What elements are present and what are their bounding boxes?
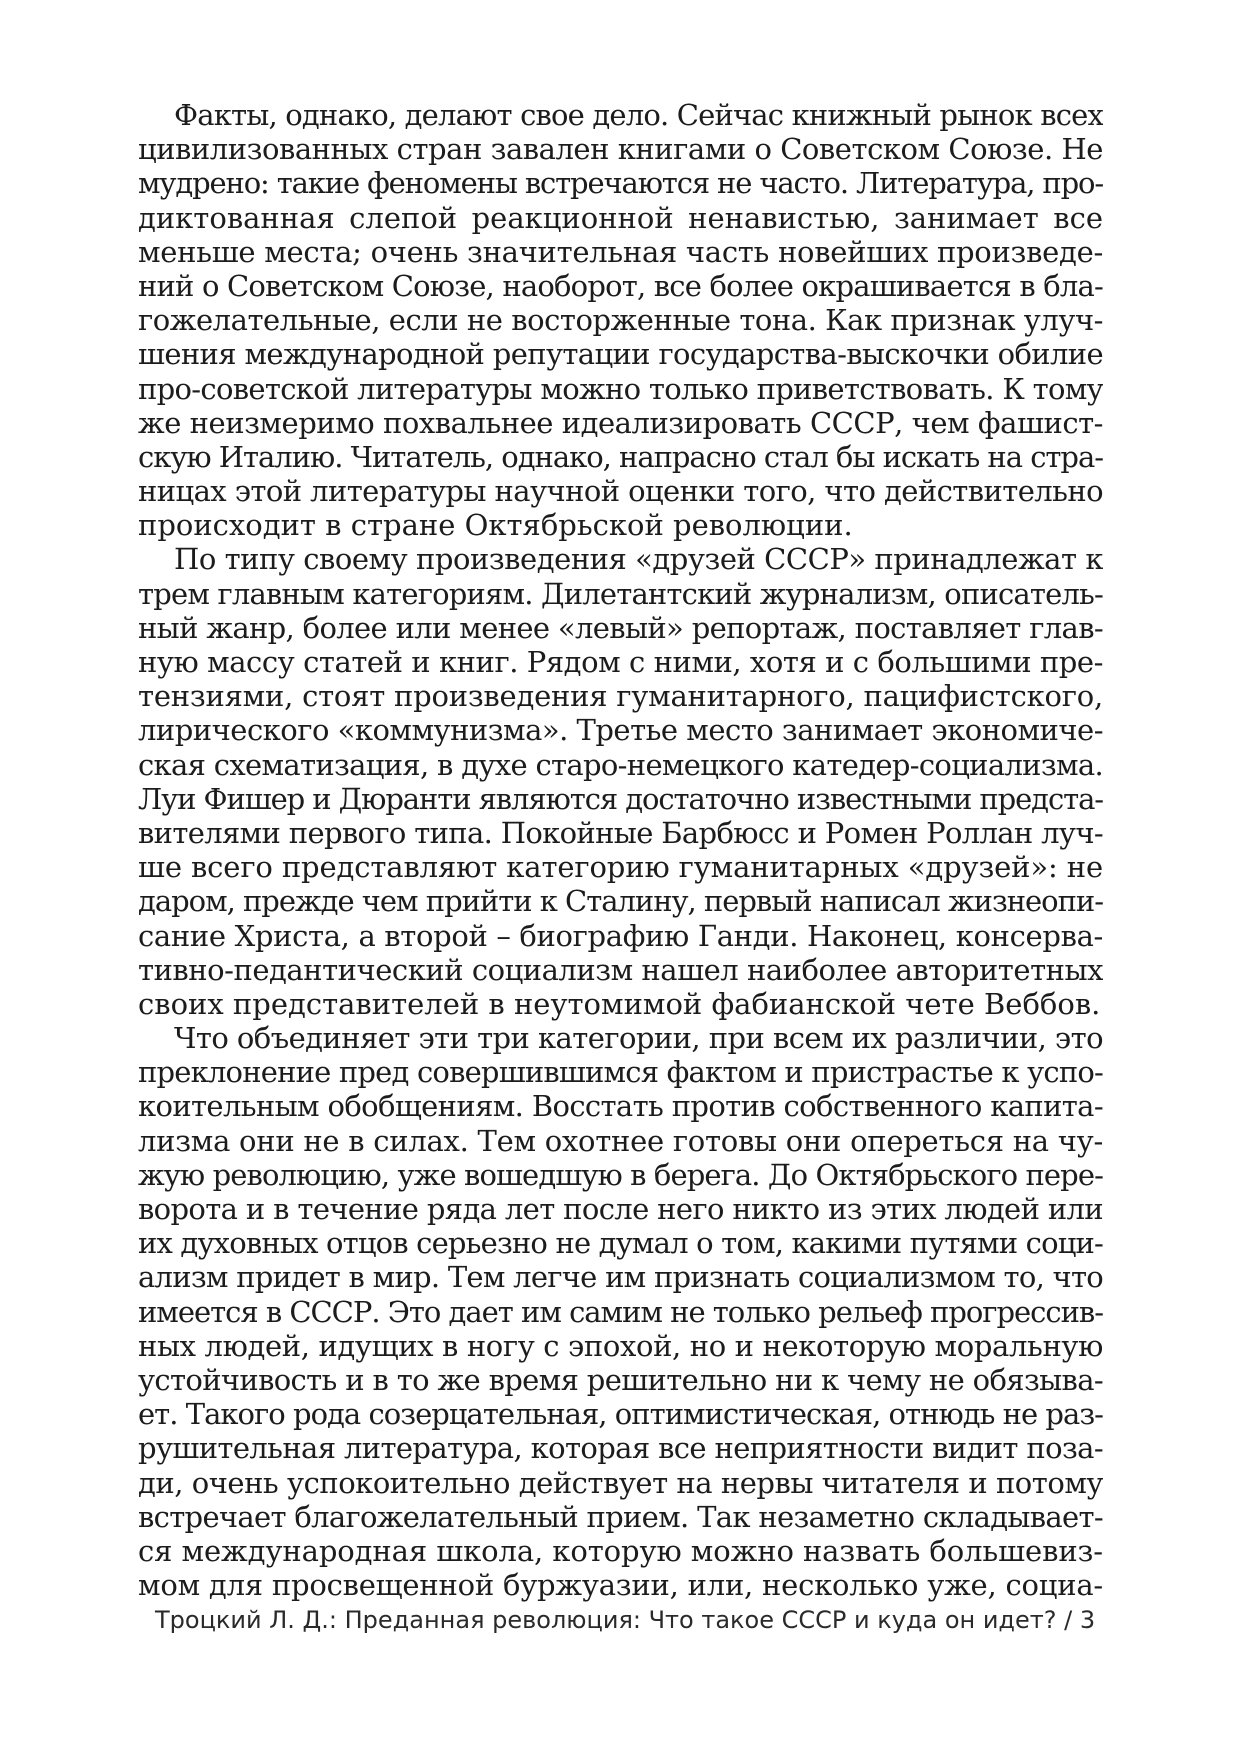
body-text (138, 98, 1103, 1602)
text-line: ный жанр, более или менее «левый» репортаж, поставляет глав- (138, 610, 1103, 645)
text-line: лизма они не в силах. Тем охотнее готовы они опереться на чу- (138, 1123, 1103, 1158)
text-line: происходит в стране Октябрьской революции. (138, 508, 853, 543)
text-line: ализм придет в мир. Тем легче им признать социализмом то, что (138, 1260, 1103, 1295)
text-line: тензиями, стоят произведения гуманитарного, пацифистского, (138, 679, 1103, 714)
text-line: тивно-педантический социализм нашел наиболее авторитетных (138, 952, 1103, 987)
text-line: сание Христа, а второй – биографию Ганди. Наконец, консерва- (138, 918, 1103, 953)
text-line: гожелательные, если не восторженные тона. Как признак улуч- (138, 303, 1103, 338)
paragraph-1 (138, 98, 1103, 542)
text-line: ных людей, идущих в ногу с эпохой, но и некоторую моральную (138, 1328, 1103, 1363)
text-line: преклонение пред совершившимся фактом и пристрастье к успо- (138, 1055, 1103, 1090)
text-line: ную массу статей и книг. Рядом с ними, хотя и с большими пре- (138, 645, 1103, 679)
text-line: даром, прежде чем прийти к Сталину, первый написал жизнеопи- (138, 884, 1103, 919)
text-line: меньше места; очень значительная часть новейших произведе- (138, 234, 1103, 269)
paragraph-2 (138, 542, 1103, 1021)
text-line: вителями первого типа. Покойные Барбюсс и Ромен Роллан луч- (138, 815, 1103, 850)
text-line: про-советской литературы можно только приветствовать. К тому (138, 371, 1103, 406)
paragraph-3 (138, 1021, 1103, 1602)
text-line: мудрено: такие феномены встречаются не часто. Литература, про- (138, 166, 1103, 201)
text-line: цивилизованных стран завален книгами о Советском Союзе. Не (138, 132, 1103, 167)
text-line: ше всего представляют категорию гуманитарных «друзей»: не (138, 850, 1103, 885)
text-line: рушительная литература, которая все неприятности видит поза- (138, 1431, 1103, 1466)
text-line: же неизмеримо похвальнее идеализировать СССР, чем фашист- (138, 405, 1103, 440)
text-line: встречает благожелательный прием. Так незаметно складывает- (138, 1499, 1103, 1534)
text-line: ет. Такого рода созерцательная, оптимистическая, отнюдь не раз- (138, 1397, 1103, 1432)
text-line: Луи Фишер и Дюранти являются достаточно известными предста- (138, 781, 1103, 816)
text-line: своих представителей в неутомимой фабианской чете Веббов. (138, 986, 1101, 1021)
text-line: ди, очень успокоительно действует на нервы читателя и потому (138, 1465, 1103, 1500)
text-line: мом для просвещенной буржуазии, или, несколько уже, социа- (138, 1568, 1103, 1603)
text-line: Что объединяет эти три категории, при всем их различии, это (174, 1021, 1103, 1056)
text-line: трем главным категориям. Дилетантский журнализм, описатель- (138, 576, 1103, 611)
text-line: коительным обобщениям. Восстать против собственного капита- (138, 1089, 1103, 1124)
text-line: имеется в СССР. Это дает им самим не только рельеф прогрессив- (138, 1294, 1103, 1329)
text-line: ворота и в течение ряда лет после него никто из этих людей или (138, 1192, 1103, 1226)
text-line: ний о Советском Союзе, наоборот, все более окрашивается в бла- (138, 268, 1103, 303)
text-line: устойчивость и в то же время решительно ни к чему не обязыва- (138, 1362, 1103, 1397)
text-line: Факты, однако, делают свое дело. Сейчас книжный рынок всех (174, 98, 1103, 132)
text-line: скую Италию. Читатель, однако, напрасно стал бы искать на стра- (138, 439, 1103, 474)
text-line: диктованная слепой реакционной ненавистью, занимает все (138, 200, 1103, 235)
text-line: жую революцию, уже вошедшую в берега. До Октябрьского пере- (138, 1157, 1103, 1192)
text-line: их духовных отцов серьезно не думал о том, какими путями соци- (138, 1226, 1103, 1261)
text-line: лирического «коммунизма». Третье место занимает экономиче- (138, 713, 1103, 748)
text-line: По типу своему произведения «друзей СССР» принадлежат к (174, 542, 1103, 577)
text-line: ская схематизация, в духе старо-немецкого катедер-социализма. (138, 747, 1103, 782)
text-line: ницах этой литературы научной оценки того, что действительно (138, 474, 1103, 509)
page-footer: Троцкий Л. Д.: Преданная революция: Что такое СССР и куда он идет? / 3 (155, 1606, 1096, 1634)
text-line: ся международная школа, которую можно назвать большевиз- (138, 1533, 1103, 1568)
text-line: шения международной репутации государства-выскочки обилие (138, 337, 1103, 372)
